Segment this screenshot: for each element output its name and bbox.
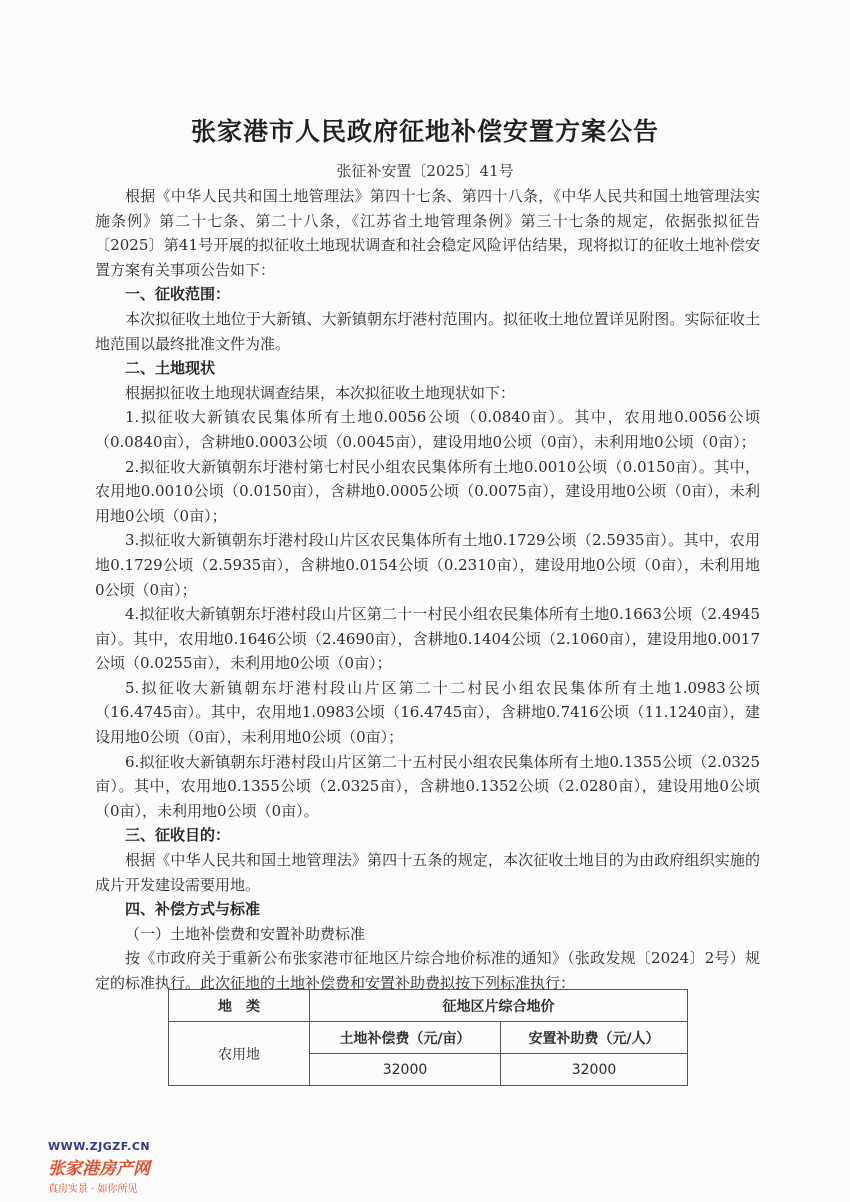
body-paragraph: 6.拟征收大新镇朝东圩港村段山片区第二十五村民小组农民集体所有土地0.1355公顷（2.0325亩）。其中，农用地0.1355公顷（2.0325亩），含耕地0.1352公顷（2.0280亩），建设用地0公顷（0亩），未利用地0公顷（0亩）。 bbox=[95, 752, 760, 820]
page-title: 张家港市人民政府征地补偿安置方案公告 bbox=[190, 117, 659, 146]
table-header-land-compensation: 土地补偿费（元/亩） bbox=[310, 1022, 501, 1054]
table-cell-land-compensation: 32000 bbox=[310, 1054, 501, 1086]
body-paragraph: 5.拟征收大新镇朝东圩港村段山片区第二十二村民小组农民集体所有土地1.0983公顷（16.4745亩）。其中，农用地1.0983公顷（16.4745亩），含耕地0.7416公顷（11.1240亩），建设用地0公顷（0亩），未利用地0公顷（0亩）； bbox=[95, 678, 760, 747]
section-heading: 二、土地现状 bbox=[125, 359, 216, 378]
body-paragraph: 1.拟征收大新镇农民集体所有土地0.0056公顷（0.0840亩）。其中，农用地0.0056公顷（0.0840亩），含耕地0.0003公顷（0.0045亩），建设用地0公顷（0亩），未利用地0公顷（0亩）； bbox=[95, 408, 760, 451]
compensation-standard-table bbox=[168, 989, 688, 1086]
table-header-resettlement: 安置补助费（元/人） bbox=[501, 1022, 688, 1054]
site-watermark-logo bbox=[48, 1140, 150, 1195]
body-paragraph: 按《市政府关于重新公布张家港市征地区片综合地价标准的通知》（张政发规〔2024〕2号）规定的标准执行。此次征地的土地补偿费和安置补助费拟按下列标准执行： bbox=[95, 949, 760, 992]
body-paragraph: 根据《中华人民共和国土地管理法》第四十五条的规定，本次征收土地目的为由政府组织实施的成片开发建设需要用地。 bbox=[95, 851, 760, 894]
logo-brand: 张家港房产网 bbox=[48, 1159, 150, 1179]
body-paragraph: 2.拟征收大新镇朝东圩港村第七村民小组农民集体所有土地0.0010公顷（0.0150亩）。其中，农用地0.0010公顷（0.0150亩），含耕地0.0005公顷（0.0075亩），建设用地0公顷（0亩），未利用地0公顷（0亩）； bbox=[95, 457, 760, 525]
table-row-label: 农用地 bbox=[169, 1022, 310, 1086]
body-paragraph: 3.拟征收大新镇朝东圩港村段山片区农民集体所有土地0.1729公顷（2.5935亩）。其中，农用地0.1729公顷（2.5935亩），含耕地0.0154公顷（0.2310亩），建设用地0公顷（0亩），未利用地0公顷（0亩）； bbox=[95, 531, 760, 599]
body-paragraph: 根据拟征收土地现状调查结果，本次拟征收土地现状如下： bbox=[125, 383, 516, 402]
table-cell-resettlement: 32000 bbox=[501, 1054, 688, 1086]
table-header-group: 征地区片综合地价 bbox=[310, 990, 688, 1022]
document-number: 张征补安置〔2025〕41号 bbox=[336, 162, 514, 180]
document-body bbox=[95, 184, 760, 996]
body-paragraph: 4.拟征收大新镇朝东圩港村段山片区第二十一村民小组农民集体所有土地0.1663公顷（2.4945亩）。其中，农用地0.1646公顷（2.4690亩），含耕地0.1404公顷（2.1060亩），建设用地0.0017公顷（0.0255亩），未利用地0公顷（0亩）； bbox=[95, 605, 760, 673]
table-header-land-type: 地 类 bbox=[169, 990, 310, 1022]
section-heading: 三、征收目的： bbox=[125, 826, 231, 845]
logo-slogan: 真房实景 · 如你所见 bbox=[48, 1184, 138, 1195]
section-heading: 一、征收范围： bbox=[125, 285, 231, 304]
section-heading: 四、补偿方式与标准 bbox=[125, 900, 261, 919]
body-paragraph: （一）土地补偿费和安置补助费标准 bbox=[125, 924, 366, 943]
logo-url: WWW.ZJGZF.CN bbox=[48, 1140, 151, 1153]
body-paragraph: 根据《中华人民共和国土地管理法》第四十七条、第四十八条，《中华人民共和国土地管理法实施条例》第二十七条、第二十八条，《江苏省土地管理条例》第三十七条的规定，依据张拟征告〔2025〕第41号开展的拟征收土地现状调查和社会稳定风险评估结果，现将拟订的征收土地补偿安置方案有关事项公告如下： bbox=[95, 187, 760, 279]
body-paragraph: 本次拟征收土地位于大新镇、大新镇朝东圩港村范围内。拟征收土地位置详见附图。实际征收土地范围以最终批准文件为准。 bbox=[95, 309, 760, 353]
